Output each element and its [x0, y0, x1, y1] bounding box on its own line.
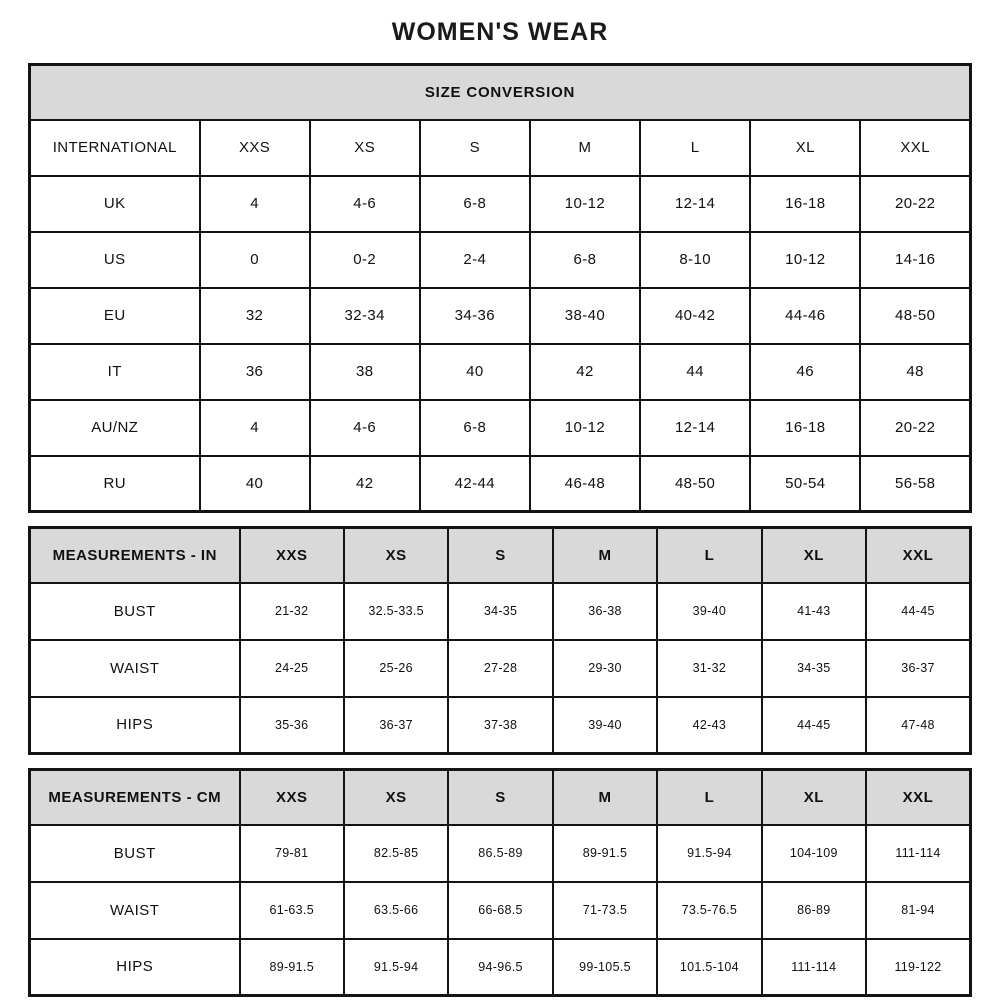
data-cell: 46: [750, 344, 860, 400]
data-cell: 48-50: [640, 456, 750, 512]
data-cell: 38-40: [530, 288, 640, 344]
data-cell: 10-12: [750, 232, 860, 288]
data-cell: 81-94: [866, 882, 970, 939]
size-column-header: XS: [344, 770, 448, 825]
size-column-header: M: [553, 528, 657, 583]
data-cell: 44-45: [866, 583, 970, 640]
size-column-header: XS: [344, 528, 448, 583]
data-cell: 14-16: [860, 232, 970, 288]
table-row: [30, 400, 971, 456]
size-conversion-header-row: [30, 120, 971, 176]
row-label: AU/NZ: [30, 400, 200, 456]
size-column-header: M: [553, 770, 657, 825]
size-column-header: S: [448, 770, 552, 825]
data-cell: 29-30: [553, 640, 657, 697]
data-cell: 6-8: [420, 176, 530, 232]
data-cell: 42: [310, 456, 420, 512]
table-row: [30, 456, 971, 512]
data-cell: 31-32: [657, 640, 761, 697]
measurements-in-body: [30, 583, 971, 754]
table-row: [30, 176, 971, 232]
data-cell: 4-6: [310, 400, 420, 456]
data-cell: 25-26: [344, 640, 448, 697]
data-cell: 46-48: [530, 456, 640, 512]
measurements-cm-body: [30, 825, 971, 996]
data-cell: 50-54: [750, 456, 860, 512]
size-column-header: XXS: [240, 770, 344, 825]
row-label: HIPS: [30, 939, 240, 996]
size-column-header: S: [420, 120, 530, 176]
data-cell: 21-32: [240, 583, 344, 640]
data-cell: 42: [530, 344, 640, 400]
data-cell: 32: [200, 288, 310, 344]
data-cell: 27-28: [448, 640, 552, 697]
data-cell: 10-12: [530, 176, 640, 232]
data-cell: 63.5-66: [344, 882, 448, 939]
data-cell: 36: [200, 344, 310, 400]
size-column-header: XL: [762, 770, 866, 825]
size-column-header: XS: [310, 120, 420, 176]
data-cell: 20-22: [860, 400, 970, 456]
data-cell: 20-22: [860, 176, 970, 232]
label-column-header: MEASUREMENTS - CM: [30, 770, 240, 825]
data-cell: 40: [420, 344, 530, 400]
page-title: WOMEN'S WEAR: [391, 18, 609, 46]
data-cell: 4: [200, 400, 310, 456]
data-cell: 36-38: [553, 583, 657, 640]
row-label: WAIST: [30, 882, 240, 939]
row-label: HIPS: [30, 697, 240, 754]
size-column-header: XXS: [240, 528, 344, 583]
data-cell: 12-14: [640, 176, 750, 232]
data-cell: 104-109: [762, 825, 866, 882]
data-cell: 82.5-85: [344, 825, 448, 882]
data-cell: 86-89: [762, 882, 866, 939]
row-label: UK: [30, 176, 200, 232]
data-cell: 12-14: [640, 400, 750, 456]
data-cell: 10-12: [530, 400, 640, 456]
table-row: [30, 344, 971, 400]
size-column-header: XL: [762, 528, 866, 583]
data-cell: 47-48: [866, 697, 970, 754]
data-cell: 34-35: [762, 640, 866, 697]
table-row: [30, 583, 971, 640]
row-label: BUST: [30, 583, 240, 640]
data-cell: 91.5-94: [657, 825, 761, 882]
data-cell: 32.5-33.5: [344, 583, 448, 640]
table-row: [30, 882, 971, 939]
data-cell: 79-81: [240, 825, 344, 882]
data-cell: 71-73.5: [553, 882, 657, 939]
data-cell: 91.5-94: [344, 939, 448, 996]
size-column-header: S: [448, 528, 552, 583]
size-conversion-table: [28, 63, 972, 513]
data-cell: 36-37: [866, 640, 970, 697]
data-cell: 24-25: [240, 640, 344, 697]
data-cell: 66-68.5: [448, 882, 552, 939]
data-cell: 99-105.5: [553, 939, 657, 996]
data-cell: 42-44: [420, 456, 530, 512]
table-row: [30, 825, 971, 882]
size-column-header: XXL: [866, 770, 970, 825]
data-cell: 34-35: [448, 583, 552, 640]
data-cell: 4-6: [310, 176, 420, 232]
size-column-header: L: [640, 120, 750, 176]
data-cell: 39-40: [553, 697, 657, 754]
row-label: IT: [30, 344, 200, 400]
data-cell: 39-40: [657, 583, 761, 640]
data-cell: 34-36: [420, 288, 530, 344]
size-column-header: XXL: [860, 120, 970, 176]
data-cell: 16-18: [750, 176, 860, 232]
data-cell: 16-18: [750, 400, 860, 456]
row-label: BUST: [30, 825, 240, 882]
measurements-cm-table: [28, 768, 972, 997]
data-cell: 56-58: [860, 456, 970, 512]
size-column-header: XXS: [200, 120, 310, 176]
data-cell: 41-43: [762, 583, 866, 640]
data-cell: 6-8: [420, 400, 530, 456]
size-column-header: L: [657, 528, 761, 583]
label-column-header: MEASUREMENTS - IN: [30, 528, 240, 583]
measurements-cm-header-row: [30, 770, 971, 825]
row-label: WAIST: [30, 640, 240, 697]
data-cell: 111-114: [866, 825, 970, 882]
table-row: [30, 697, 971, 754]
data-cell: 111-114: [762, 939, 866, 996]
measurements-in-table: [28, 526, 972, 755]
size-conversion-body: [30, 176, 971, 512]
label-column-header: INTERNATIONAL: [30, 120, 200, 176]
data-cell: 40: [200, 456, 310, 512]
table-row: [30, 939, 971, 996]
row-label: RU: [30, 456, 200, 512]
data-cell: 119-122: [866, 939, 970, 996]
table-row: [30, 640, 971, 697]
data-cell: 0: [200, 232, 310, 288]
data-cell: 94-96.5: [448, 939, 552, 996]
size-column-header: XXL: [866, 528, 970, 583]
data-cell: 44-46: [750, 288, 860, 344]
data-cell: 37-38: [448, 697, 552, 754]
data-cell: 35-36: [240, 697, 344, 754]
size-column-header: XL: [750, 120, 860, 176]
data-cell: 6-8: [530, 232, 640, 288]
data-cell: 8-10: [640, 232, 750, 288]
data-cell: 86.5-89: [448, 825, 552, 882]
data-cell: 36-37: [344, 697, 448, 754]
data-cell: 32-34: [310, 288, 420, 344]
data-cell: 48: [860, 344, 970, 400]
data-cell: 61-63.5: [240, 882, 344, 939]
data-cell: 44: [640, 344, 750, 400]
size-column-header: L: [657, 770, 761, 825]
data-cell: 101.5-104: [657, 939, 761, 996]
data-cell: 44-45: [762, 697, 866, 754]
table-row: [30, 232, 971, 288]
size-conversion-banner-row: [30, 65, 971, 120]
size-column-header: M: [530, 120, 640, 176]
data-cell: 2-4: [420, 232, 530, 288]
data-cell: 48-50: [860, 288, 970, 344]
data-cell: 40-42: [640, 288, 750, 344]
data-cell: 42-43: [657, 697, 761, 754]
data-cell: 38: [310, 344, 420, 400]
data-cell: 89-91.5: [553, 825, 657, 882]
row-label: US: [30, 232, 200, 288]
data-cell: 0-2: [310, 232, 420, 288]
size-conversion-banner: SIZE CONVERSION: [30, 65, 971, 120]
data-cell: 73.5-76.5: [657, 882, 761, 939]
data-cell: 4: [200, 176, 310, 232]
data-cell: 89-91.5: [240, 939, 344, 996]
table-row: [30, 288, 971, 344]
row-label: EU: [30, 288, 200, 344]
measurements-in-header-row: [30, 528, 971, 583]
